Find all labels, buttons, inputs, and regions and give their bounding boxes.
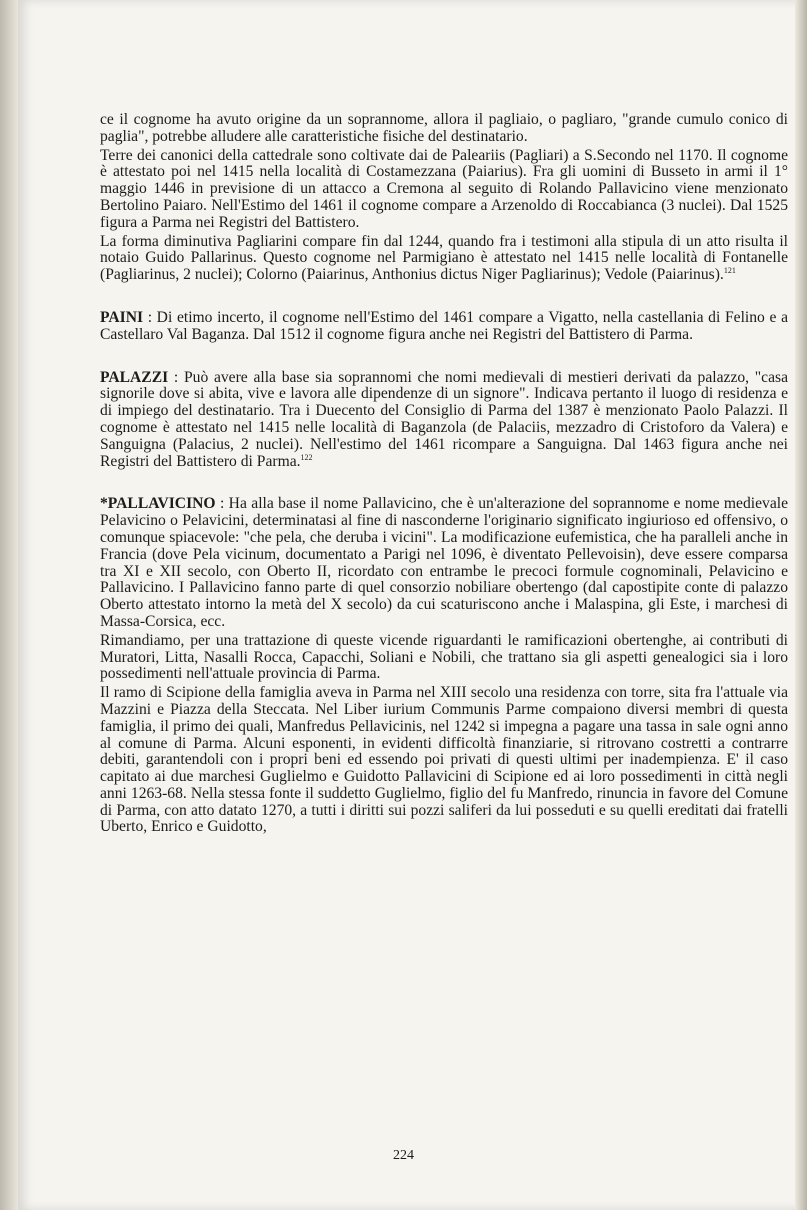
intro-paragraph-3	[100, 234, 788, 284]
entry-text-paini: : Di etimo incerto, il cognome nell'Estimo del 1461 compare a Vigatto, nella castellania di Felino e a Castellaro Val Baganza. Dal 1512 il cognome figura anche nei Registri del Battistero di Parma.	[100, 308, 788, 343]
entry-heading-paini: PAINI	[100, 308, 144, 326]
entry-palazzi	[100, 370, 788, 471]
footnote-ref-122: 122	[300, 452, 313, 462]
intro-paragraph-2: Terre dei canonici della cattedrale sono coltivate dai de Paleariis (Pagliari) a S.Secondo nel 1170. Il cognome è attestato poi nel 1415 nella località di Costamezzana (Paiarius). Fra gli uomini di Busseto in armi il 1° maggio 1446 in previsione di un attacco a Cremona al seguito di Rolando Pallavicino viene menzionato Bertolino Paiaro. Nell'Estimo del 1461 il cognome compare a Arzenoldo di Roccabianca (3 nuclei). Dal 1525 figura a Parma nei Registri del Battistero.	[100, 146, 788, 231]
entry-pallavicino	[100, 496, 788, 630]
page-text	[100, 112, 788, 838]
intro-paragraph-1: ce il cognome ha avuto origine da un soprannome, allora il pagliaio, o pagliaro, "grande cumulo conico di paglia", potrebbe alludere alle caratteristiche fisiche del destinatario.	[100, 111, 788, 145]
page-number: 224	[393, 1148, 414, 1163]
entry-text-pallavicino-1: : Ha alla base il nome Pallavicino, che è un'alterazione del soprannome e nome medievale Pelavicino o Pelavicini, determinatasi al fine di nasconderne l'originario significato ingiurioso ed offensivo, o comunque spiacevole: "che pela, che deruba i vicini". La modificazione eufemistica, che ha paralleli anche in Francia (dove Pela vicinum, documentato a Parigi nel 1096, è diventato Pellevoisin), deve essere comparsa tra XI e XII secolo, con Oberto II, ricordato con entrambe le precoci formule cognominali, Pelavicino e Pallavicino. I Pallavicino fanno parte di quel consorzio nobiliare obertengo (dal capostipite conte di palazzo Oberto attestato intorno la metà del X secolo) da cui scaturiscono anche i Malaspina, gli Este, i marchesi di Massa-Corsica, ecc.	[100, 495, 788, 630]
footnote-ref-121: 121	[723, 265, 736, 275]
entry-heading-palazzi: PALAZZI	[100, 368, 169, 386]
page-fold-shadow	[795, 0, 807, 1210]
entry-text-pallavicino-3: Il ramo di Scipione della famiglia aveva in Parma nel XIII secolo una residenza con torre, sita fra l'attuale via Mazzini e Piazza della Steccata. Nel Liber iurium Communis Parme compaiono diversi membri di questa famiglia, il primo dei quali, Manfredus Pellavicinis, nel 1242 si impegna a pagare una tassa in sale ogni anno al comune di Parma. Alcuni esponenti, in evidenti difficoltà finanziarie, si ritrovano costretti a contrarre debiti, garantendoli con i propri beni ed essendo poi privati di questi ultimi per inadempienza. E' il caso capitato ai due marchesi Guglielmo e Guidotto Pallavicini di Scipione ed ai loro possedimenti in città negli anni 1263-68. Nella stessa fonte il suddetto Guglielmo, figlio del fu Manfredo, rinuncia in favore del Comune di Parma, con atto datato 1270, a tutti i diritti sui pozzi saliferi da lui posseduti e su quelli ereditati dai fratelli Uberto, Enrico e Guidotto,	[100, 684, 788, 836]
book-page-edges	[0, 0, 18, 1210]
entry-heading-pallavicino: *PALLAVICINO	[100, 495, 216, 513]
intro-paragraph-3-text: La forma diminutiva Pagliarini compare fin dal 1244, quando fra i testimoni alla stipula di un atto risulta il notaio Guido Pallarinus. Questo cognome nel Parmigiano è attestato nel 1415 nelle località di Fontanelle (Pagliarinus, 2 nuclei); Colorno (Paiarinus, Anthonius dictus Niger Pagliarinus); Vedole (Paiarinus).	[100, 232, 788, 284]
entry-paini	[100, 310, 788, 344]
entry-text-pallavicino-2: Rimandiamo, per una trattazione di queste vicende riguardanti le ramificazioni obertenghe, ai contributi di Muratori, Litta, Nasalli Rocca, Capacchi, Soliani e Nobili, che trattano sia gli aspetti genealogici sia i loro possedimenti nell'attuale provincia di Parma.	[100, 631, 788, 683]
entry-text-palazzi: : Può avere alla base sia soprannomi che nomi medievali di mestieri derivati da palazzo, "casa signorile dove si abita, vive e lavora alle dipendenze di un signore". Indicava pertanto il luogo di residenza e di impiego del destinatario. Tra i Duecento del Consiglio di Parma del 1387 è menzionato Paolo Palazzi. Il cognome è attestato nel 1415 nelle località di Baganzola (de Palaciis, mezzadro di Cristoforo da Valera) e Sanguigna (Palacius, 2 nuclei). Nell'estimo del 1461 ricompare a Sanguigna. Dal 1463 figura anche nei Registri del Battistero di Parma.	[100, 368, 788, 470]
